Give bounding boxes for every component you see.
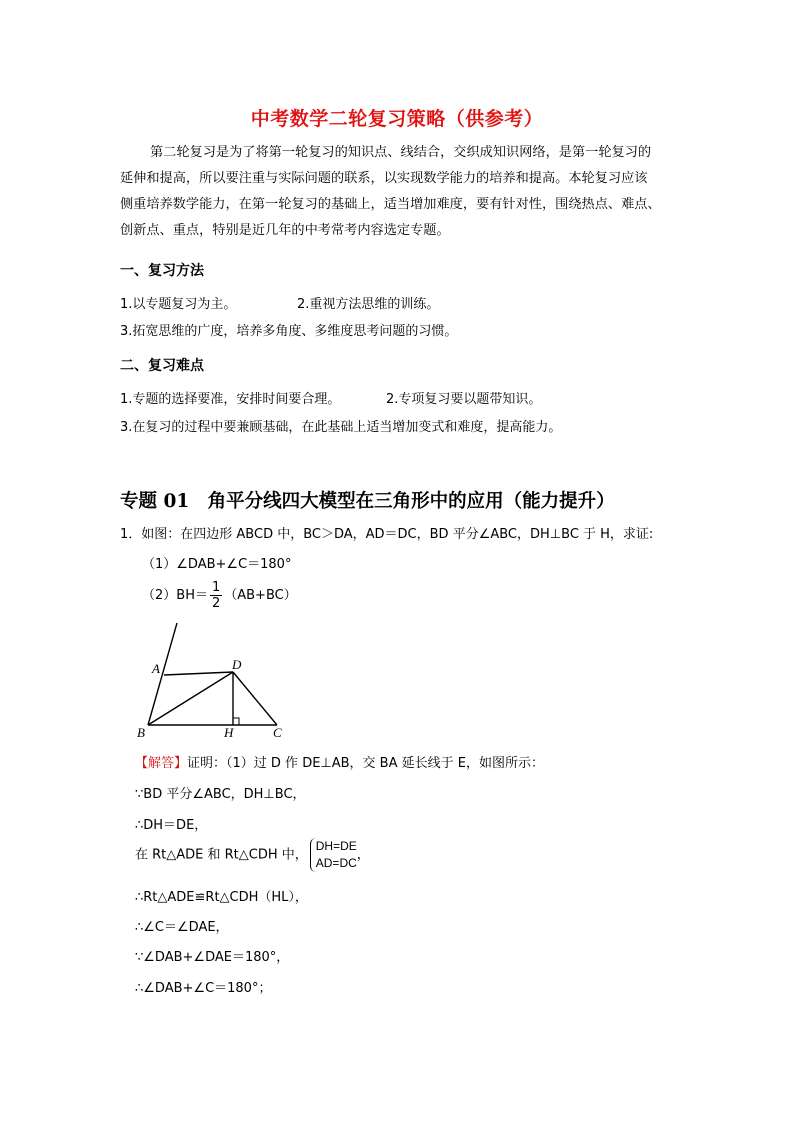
solution-line-8: ∴∠DAB+∠C＝180°；	[135, 981, 272, 996]
solution-line-1: 【解答】证明：（1）过 D 作 DE⊥AB，交 BA 延长线于 E，如图所示：	[135, 756, 544, 771]
method-item-1: 1.以专题复习为主。	[120, 297, 237, 312]
question-part-1: （1）∠DAB+∠C＝180°	[142, 557, 292, 572]
label-c: C	[273, 725, 282, 740]
label-h: H	[224, 725, 234, 740]
segment-ad	[164, 672, 233, 675]
equation-system: DH=DE AD=DC	[310, 838, 357, 872]
topic-heading: 专题 01 角平分线四大模型在三角形中的应用（能力提升）	[120, 491, 615, 512]
method-item-2: 2.重视方法思维的训练。	[297, 297, 440, 312]
solution-line-5: ∴Rt△ADE≌Rt△CDH（HL），	[135, 890, 308, 905]
label-a: A	[152, 661, 160, 676]
page-title: 中考数学二轮复习策略（供参考）	[250, 108, 544, 130]
intro-line-3: 侧重培养数学能力，在第一轮复习的基础上，适当增加难度，要有针对性，围绕热点、难点、	[120, 197, 661, 212]
label-b: B	[137, 725, 145, 740]
solution-line-6: ∴∠C＝∠DAE，	[135, 920, 229, 935]
segment-dc	[233, 672, 277, 725]
section-heading-difficulties: 二、复习难点	[120, 358, 204, 374]
difficulty-item-1: 1.专题的选择要准，安排时间要合理。	[120, 392, 341, 407]
intro-line-2: 延伸和提高，所以要注重与实际问题的联系，以实现数学能力的培养和提高。本轮复习应该	[120, 171, 648, 186]
difficulty-item-3: 3.在复习的过程中要兼顾基础，在此基础上适当增加变式和难度，提高能力。	[120, 420, 562, 435]
intro-line-1: 第二轮复习是为了将第一轮复习的知识点、线结合，交织成知识网络，是第一轮复习的	[150, 145, 652, 160]
solution-tag: 【解答】	[135, 756, 188, 771]
solution-line-3: ∴DH＝DE，	[135, 818, 208, 833]
fraction: $\frac{1}{2}$	[211, 580, 221, 611]
intro-line-4: 创新点、重点，特别是近几年的中考常考内容选定专题。	[120, 223, 450, 238]
solution-line-4: 在 Rt△ADE 和 Rt△CDH 中， DH=DE AD=DC ，	[135, 839, 370, 870]
solution-line-7: ∵∠DAB+∠DAE＝180°，	[135, 950, 290, 965]
right-angle-mark	[233, 718, 239, 725]
label-d: D	[232, 657, 242, 672]
method-item-3: 3.拓宽思维的广度，培养多角度、多维度思考问题的习惯。	[120, 324, 458, 339]
section-heading-methods: 一、复习方法	[120, 263, 204, 279]
solution-line-2: ∵BD 平分∠ABC，DH⊥BC，	[135, 787, 306, 802]
question-part-2: （2）BH＝ $\frac{1}{2}$ （AB+BC）	[142, 580, 297, 611]
geometry-figure	[130, 615, 300, 745]
difficulty-item-2: 2.专项复习要以题带知识。	[386, 392, 542, 407]
question-stem: 1．如图：在四边形 ABCD 中，BC＞DA，AD＝DC，BD 平分∠ABC，DH⊥BC 于 H，求证:	[120, 527, 654, 542]
